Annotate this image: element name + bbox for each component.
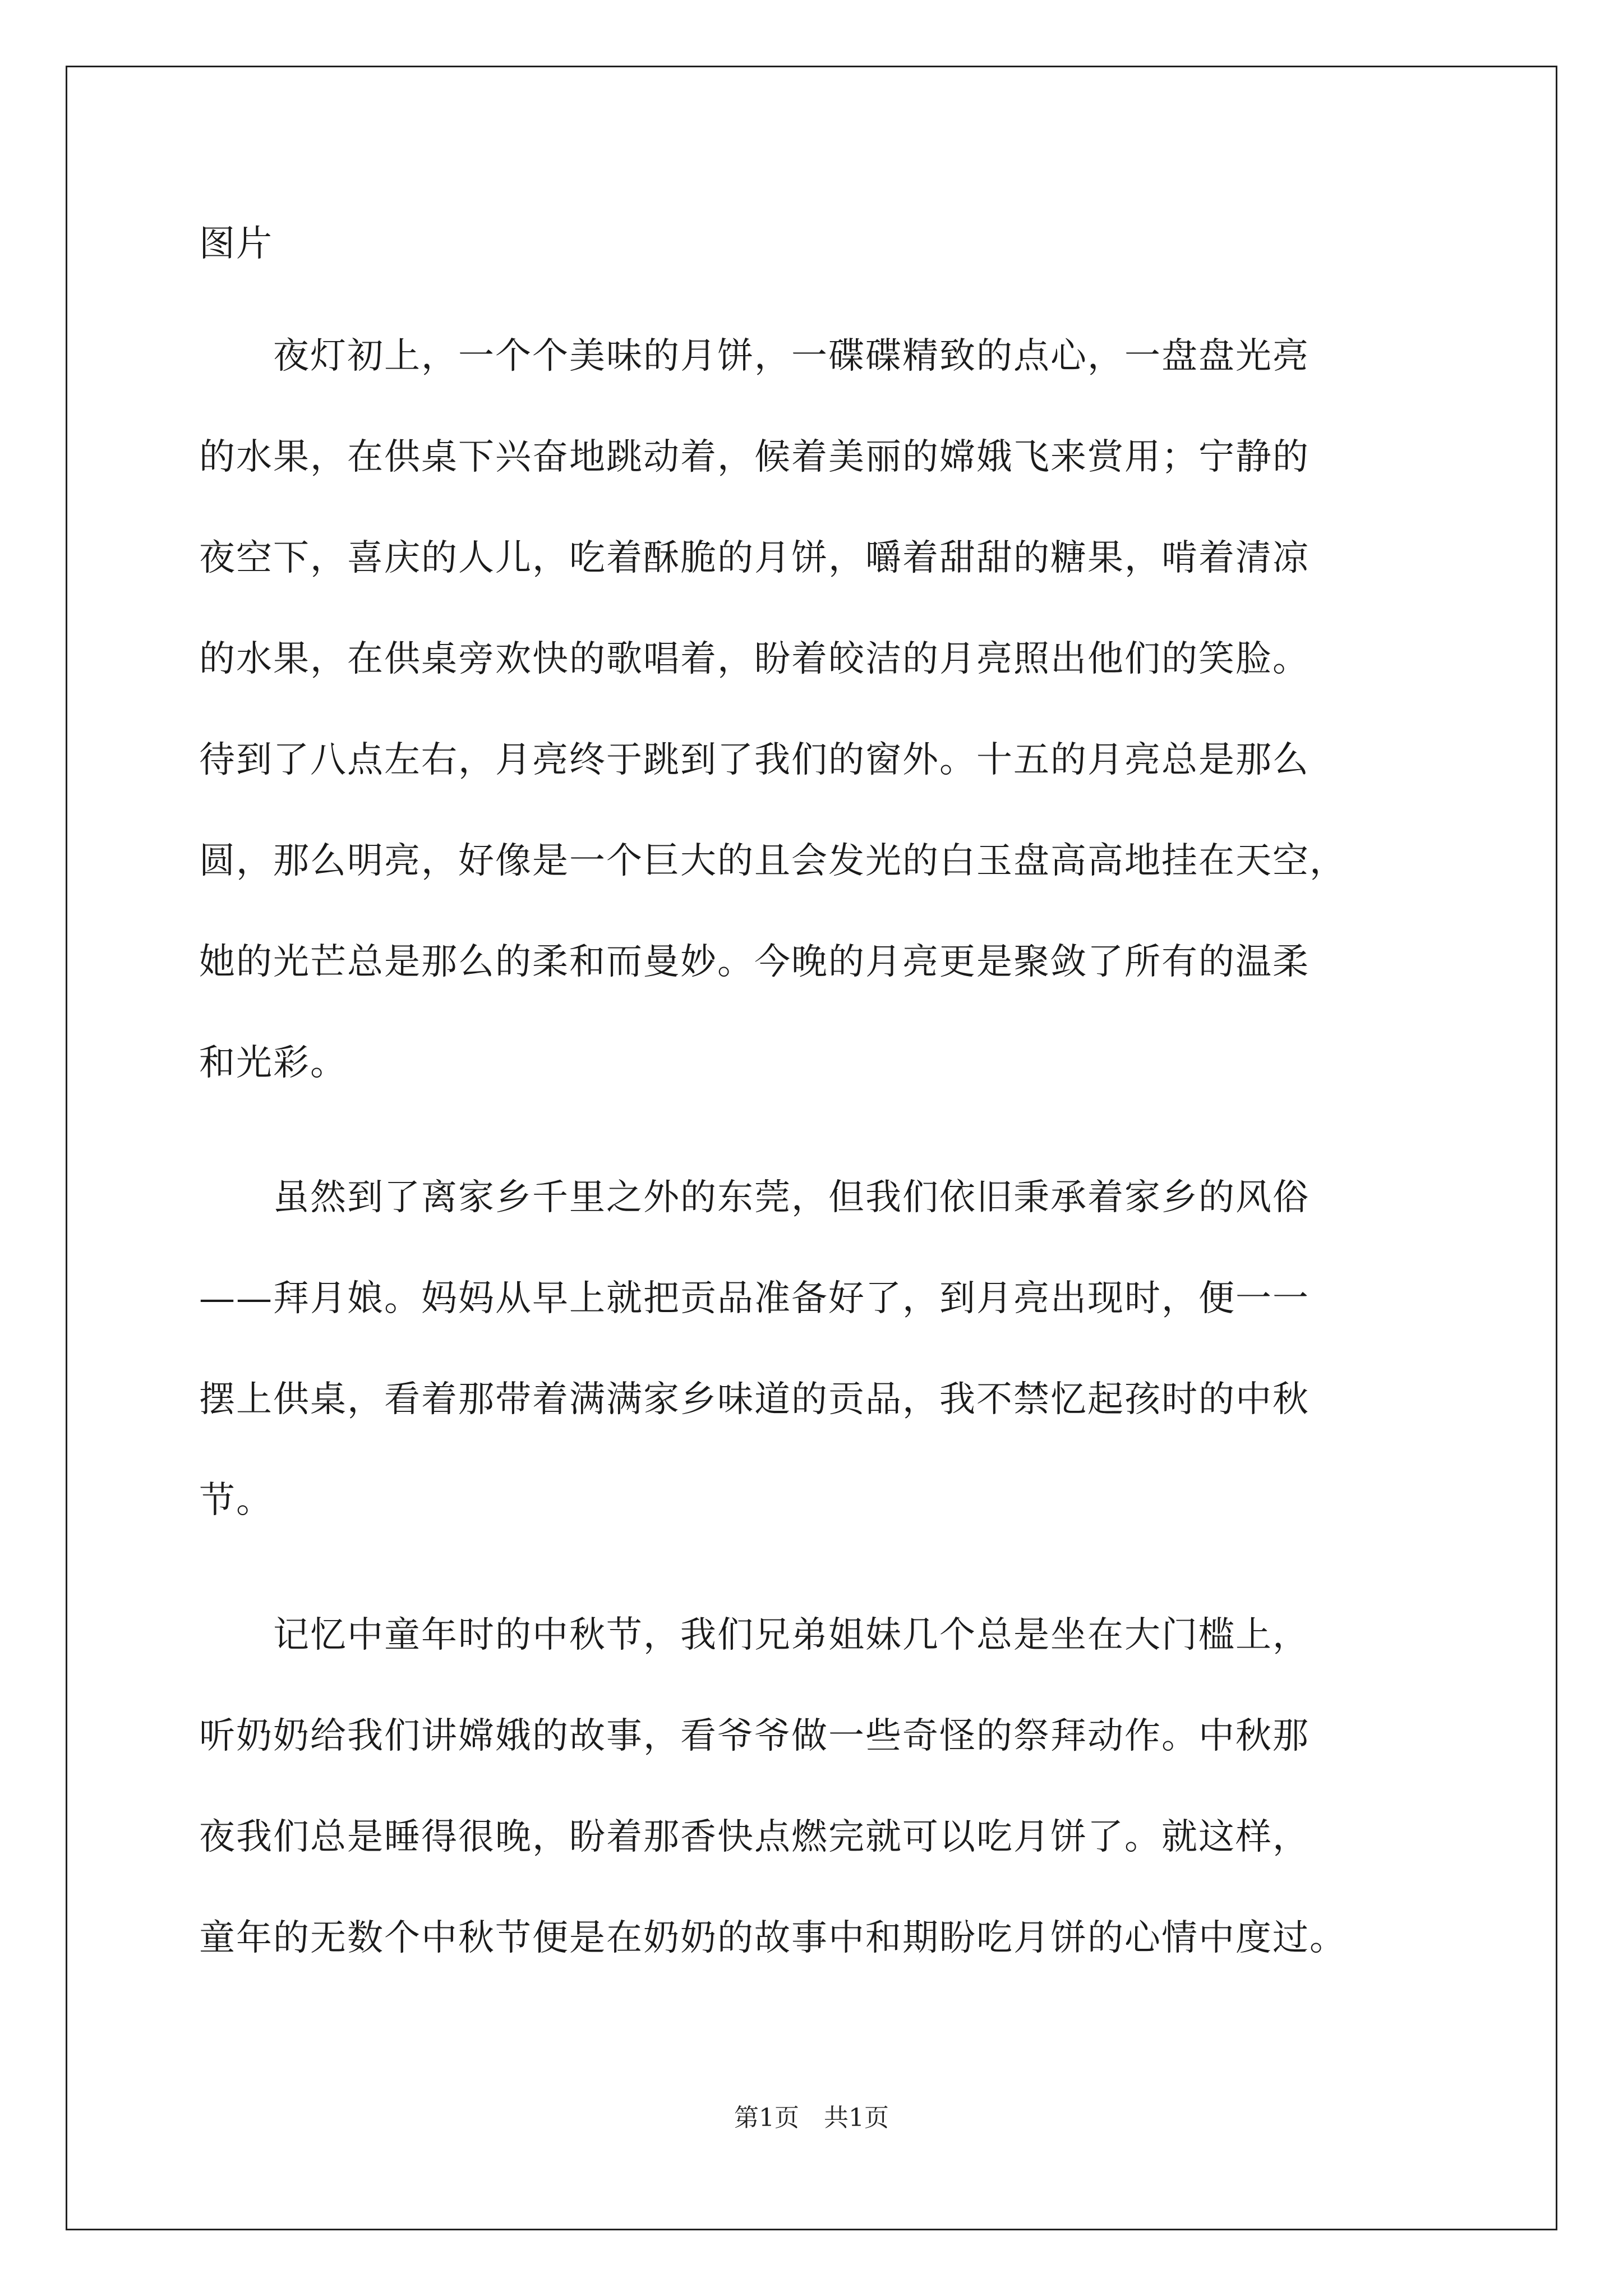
paragraph-2-line-4: 节。 [199, 1480, 273, 1521]
paragraph-1-line-8: 和光彩。 [199, 1042, 347, 1084]
paragraph-3-line-4: 童年的无数个中秋节便是在奶奶的故事中和期盼吃月饼的心情中度过。 [199, 1917, 1347, 1959]
paragraph-3-line-2: 听奶奶给我们讲嫦娥的故事，看爷爷做一些奇怪的祭拜动作。中秋那 [199, 1715, 1310, 1757]
paragraph-1-line-4: 的水果，在供桌旁欢快的歌唱着，盼着皎洁的月亮照出他们的笑脸。 [199, 638, 1310, 680]
paragraph-1-line-1: 夜灯初上，一个个美味的月饼，一碟碟精致的点心，一盘盘光亮 [199, 335, 1310, 377]
paragraph-1-line-2: 的水果，在供桌下兴奋地跳动着，候着美丽的嫦娥飞来赏用；宁静的 [199, 436, 1310, 478]
paragraph-1-line-7: 她的光芒总是那么的柔和而曼妙。今晚的月亮更是聚敛了所有的温柔 [199, 941, 1310, 983]
paragraph-1-line-3: 夜空下，喜庆的人儿，吃着酥脆的月饼，嚼着甜甜的糖果，啃着清凉 [199, 537, 1310, 579]
paragraph-2-line-3: 摆上供桌，看着那带着满满家乡味道的贡品，我不禁忆起孩时的中秋 [199, 1379, 1310, 1420]
paragraph-3-line-1: 记忆中童年时的中秋节，我们兄弟姐妹几个总是坐在大门槛上， [199, 1614, 1310, 1656]
paragraph-1-line-5: 待到了八点左右，月亮终于跳到了我们的窗外。十五的月亮总是那么 [199, 739, 1310, 781]
page-border [66, 66, 1557, 2230]
page-number-footer: 第1页 共1页 [734, 2104, 889, 2132]
paragraph-2-line-1: 虽然到了离家乡千里之外的东莞，但我们依旧秉承着家乡的风俗 [199, 1177, 1310, 1218]
paragraph-1-line-6: 圆，那么明亮，好像是一个巨大的且会发光的白玉盘高高地挂在天空， [199, 840, 1347, 882]
paragraph-3-line-3: 夜我们总是睡得很晚，盼着那香快点燃完就可以吃月饼了。就这样， [199, 1816, 1310, 1858]
image-label: 图片 [199, 223, 273, 265]
paragraph-2-line-2: ——拜月娘。妈妈从早上就把贡品准备好了，到月亮出现时，便一一 [199, 1278, 1310, 1319]
